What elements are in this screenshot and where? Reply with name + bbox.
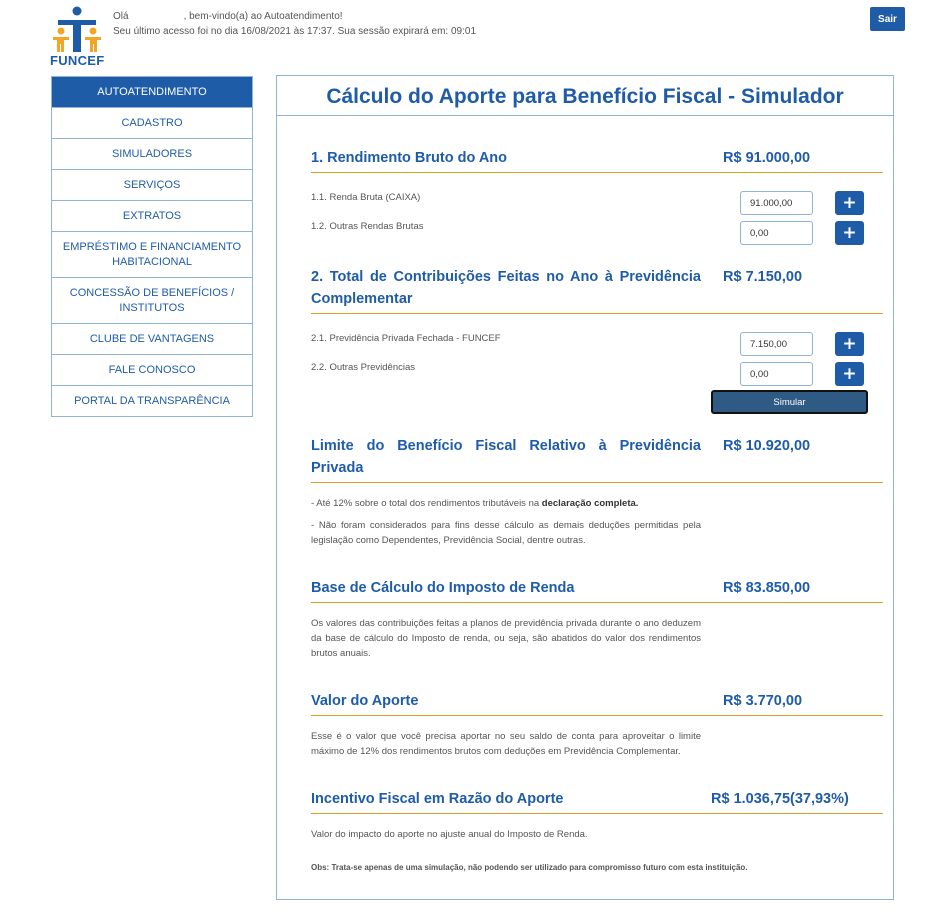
section-base-header	[311, 577, 883, 603]
panel-header	[277, 76, 893, 116]
renda-bruta-input[interactable]	[740, 191, 813, 215]
page-title: Cálculo do Aporte para Benefício Fiscal - Simulador	[326, 85, 844, 108]
sidebar-item-concessao[interactable]: CONCESSÃO DE BENEFÍCIOS / INSTITUTOS	[52, 277, 252, 323]
greeting-suffix: , bem-vindo(a) ao Autoatendimento!	[183, 11, 343, 22]
welcome-text	[113, 9, 476, 39]
simulator-panel	[276, 75, 894, 900]
logout-button[interactable]: Sair	[870, 7, 905, 31]
row-label-renda-bruta: 1.1. Renda Bruta (CAIXA)	[311, 192, 421, 203]
sidebar-item-servicos[interactable]: SERVIÇOS	[52, 169, 252, 200]
aporte-desc: Esse é o valor que você precisa aportar no seu saldo de conta para aproveitar o limite máximo de 12% dos rendimentos brutos com deduções em Previdência Complementar.	[311, 731, 701, 757]
greeting-line	[113, 9, 476, 24]
limite-desc-2: - Não foram considerados para fins desse cálculo as demais deduções permitidas pela legislação como Dependentes, Previdência Social, dentre outras.	[311, 520, 701, 546]
sidebar-item-fale-conosco[interactable]: FALE CONOSCO	[52, 354, 252, 385]
row-label-funcef: 2.1. Previdência Privada Fechada - FUNCEF	[311, 333, 501, 344]
add-previdencia-funcef-button[interactable]: +	[835, 332, 864, 356]
base-desc: Os valores das contribuições feitas a planos de previdência privada durante o ano deduzem da base de cálculo do Imposto de renda, ou seja, são abatidos do valor dos rendimentos brutos anuais.	[311, 618, 701, 659]
section-aporte-header	[311, 690, 883, 716]
logo-text: FUNCEF	[50, 53, 105, 68]
section-value: R$ 1.036,75(37,93%)	[711, 791, 849, 807]
row-label-outras-previdencias: 2.2. Outras Previdências	[311, 362, 416, 373]
section-title: Valor do Aporte	[311, 693, 419, 709]
previdencia-funcef-input[interactable]	[740, 332, 813, 356]
last-access: Seu último acesso foi no dia 16/08/2021 às 17:37. Sua sessão expirará em: 09:01	[113, 26, 477, 37]
outras-rendas-input[interactable]	[740, 221, 813, 245]
sidebar-item-emprestimo[interactable]: EMPRÉSTIMO E FINANCIAMENTO HABITACIONAL	[52, 231, 252, 277]
section-rendimento-header	[311, 147, 883, 173]
section-limite-header	[311, 435, 883, 483]
sidebar-item-autoatendimento[interactable]: AUTOATENDIMENTO	[52, 77, 252, 107]
section-contribuicoes-header	[311, 266, 883, 314]
greeting-prefix: Olá	[113, 11, 129, 22]
outras-previdencias-input[interactable]	[740, 362, 813, 386]
add-outras-previdencias-button[interactable]: +	[835, 362, 864, 386]
section-title: Incentivo Fiscal em Razão do Aporte	[311, 791, 564, 807]
section-value: R$ 7.150,00	[723, 269, 803, 285]
simulate-button[interactable]: Simular	[711, 390, 868, 414]
section-title: 2. Total de Contribuições Feitas no Ano à Previdência Complementar	[311, 269, 701, 307]
section-title: Limite do Benefício Fiscal Relativo à Previdência Privada	[311, 438, 701, 476]
limite-desc-1	[311, 496, 701, 511]
sidebar-menu	[51, 76, 253, 417]
limite-desc-1-text: - Até 12% sobre o total dos rendimentos tributáveis na	[311, 498, 542, 509]
disclaimer-note: Obs: Trata-se apenas de uma simulação, não podendo ser utilizado para compromisso futuro com esta instituição.	[311, 863, 748, 872]
section-value: R$ 3.770,00	[723, 693, 803, 709]
section-value: R$ 10.920,00	[723, 438, 811, 454]
sidebar-item-simuladores[interactable]: SIMULADORES	[52, 138, 252, 169]
section-title: Base de Cálculo do Imposto de Renda	[311, 580, 575, 596]
section-value: R$ 83.850,00	[723, 580, 811, 596]
sidebar-item-extratos[interactable]: EXTRATOS	[52, 200, 252, 231]
limite-desc-1-bold: declaração completa.	[541, 498, 639, 509]
section-incentivo-header	[311, 788, 883, 814]
incentivo-desc: Valor do impacto do aporte no ajuste anual do Imposto de Renda.	[311, 829, 588, 840]
sidebar-item-cadastro[interactable]: CADASTRO	[52, 107, 252, 138]
sidebar-item-clube-vantagens[interactable]: CLUBE DE VANTAGENS	[52, 323, 252, 354]
funcef-logo-icon	[48, 6, 108, 56]
sidebar-item-portal-transparencia[interactable]: PORTAL DA TRANSPARÊNCIA	[52, 385, 252, 416]
section-value: R$ 91.000,00	[723, 150, 811, 166]
add-outras-rendas-button[interactable]: +	[835, 221, 864, 245]
row-label-outras-rendas: 1.2. Outras Rendas Brutas	[311, 221, 424, 232]
section-title: 1. Rendimento Bruto do Ano	[311, 150, 508, 166]
add-renda-bruta-button[interactable]: +	[835, 191, 864, 215]
